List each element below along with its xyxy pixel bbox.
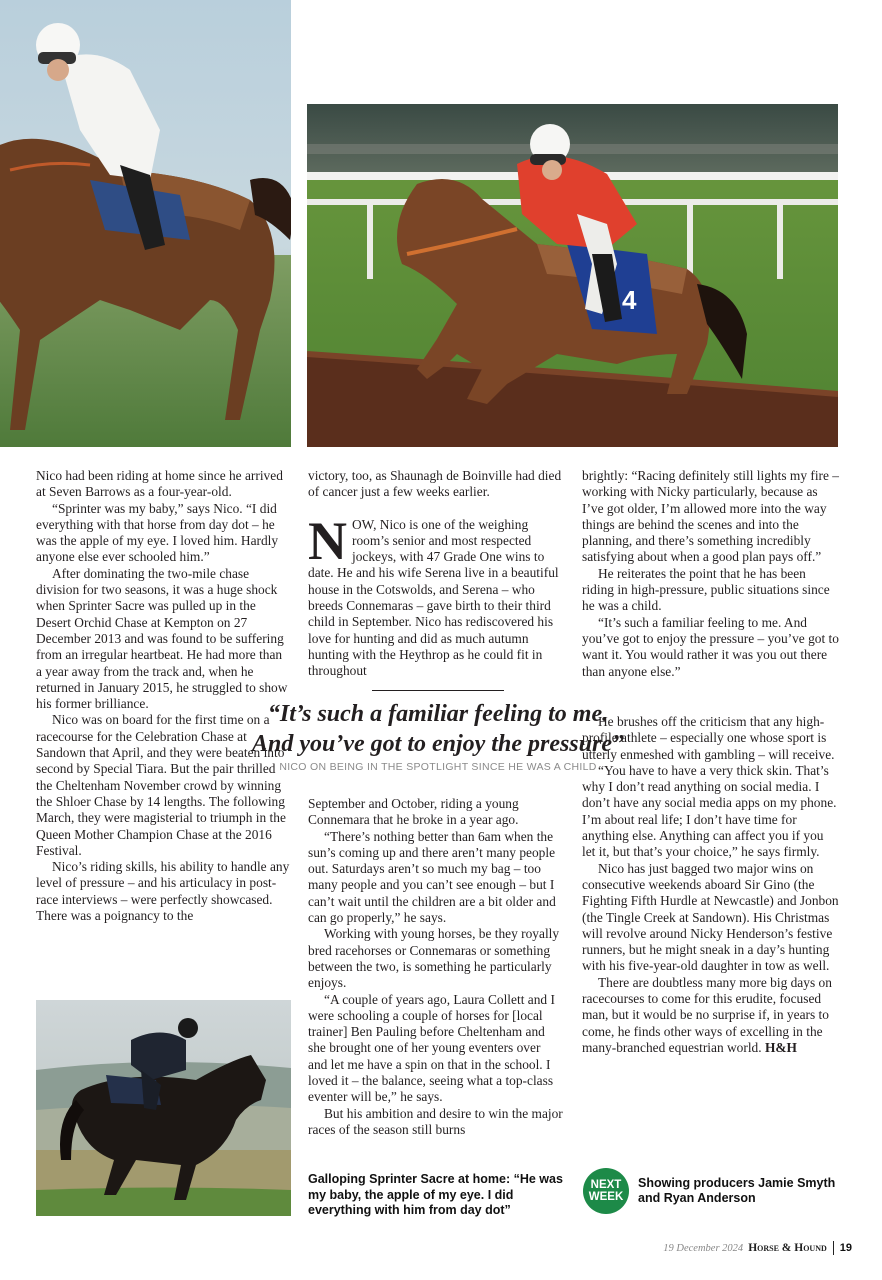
paragraph: He brushes off the criticism that any high-profile athlete – especially one whose sport is utterly enmeshed with gambling – will receive. xyxy=(582,714,835,762)
paragraph: Nico has just bagged two major wins on consecutive weekends aboard Sir Gino (the Fighting Fifth Hurdle at Newcastle) and Jonbon (the Tingle Creek at Sandown). His Christmas will revolve around Nicky Henderson’s festive runners, but he might sneak in a day’s hunting with his five-year-old daughter in tow as well. xyxy=(582,860,839,974)
article-column-2 xyxy=(308,468,563,680)
paragraph: “A couple of years ago, Laura Collett and I were schooling a couple of horses for [local trainer] Ben Pauling before Cheltenham and she brought one of her young eventers over and let me have a spin on that in the school. I loved it – the balance, seeing what a top-class eventer will be,” he says. xyxy=(308,991,555,1105)
footer-divider xyxy=(833,1241,834,1255)
pull-quote xyxy=(222,690,654,773)
paragraph: After dominating the two-mile chase division for two seasons, it was a huge shock when Sprinter Sacre was pulled up in the Desert Orchid Chase at Kempton on 27 December 2013 and was found to be suffering from an irregular heartbeat. He had more than a year away from the track and, when he returned in January 2015, he struggled to show his former brilliance. xyxy=(36,565,288,712)
paragraph: Nico’s riding skills, his ability to handle any level of pressure – and his articulacy in post-race interviews – were perfectly showcased. There was a poignancy to the xyxy=(36,859,290,924)
magazine-name: Horse & Hound xyxy=(748,1242,827,1254)
paragraph: Working with young horses, be they royally bred racehorses or Connemaras or something between the two, is something he particularly enjoys. xyxy=(308,926,560,991)
next-week-text: Showing producers Jamie Smyth and Ryan Anderson xyxy=(638,1176,836,1205)
paragraph xyxy=(582,975,840,1056)
article-column-3 xyxy=(582,468,840,680)
paragraph: “There’s nothing better than 6am when the sun’s coming up and there aren’t many people out. Saturdays aren’t so much my bag – too many people and you can’t see enough – but I can’t wait until the children are a bit older and can go properly,” he says. xyxy=(308,828,556,926)
badge-line: WEEK xyxy=(588,1191,624,1203)
pull-quote-line: And you’ve got to enjoy the pressure” xyxy=(252,731,624,757)
page-footer xyxy=(663,1240,852,1256)
next-week-teaser xyxy=(583,1168,843,1218)
photo-caption: Galloping Sprinter Sacre at home: “He was my baby, the apple of my eye. I did everything with him from day dot” xyxy=(308,1172,563,1217)
paragraph: He reiterates the point that he has been riding in high-pressure, public situations since he was a child. xyxy=(582,565,830,614)
paragraph-dropcap xyxy=(308,510,563,680)
svg-text:4: 4 xyxy=(622,285,637,315)
paragraph: But his ambition and desire to win the major races of the season still burns xyxy=(308,1105,563,1137)
page-number: 19 xyxy=(839,1242,852,1254)
photo-top-right xyxy=(307,104,838,447)
paragraph: September and October, riding a young Connemara that he broke in a year ago. xyxy=(308,796,519,828)
badge-line: NEXT xyxy=(590,1178,622,1191)
pull-quote-line: “It’s such a familiar feeling to me. xyxy=(267,701,609,727)
paragraph-text: OW, Nico is one of the weighing room’s senior and most respected jockeys, with 47 Grade One wins to date. He and his wife Serena live in a beautiful house in the Cotswolds, and Serena – who breeds Connemaras – gave birth to their third child in September. Nico has rediscovered his love for hunting and did as much autumn hunting with the Heythrop as he could fit in throughout xyxy=(308,516,559,679)
photo-top-left xyxy=(0,0,291,447)
paragraph: “You have to have a very thick skin. That’s why I don’t read anything on social media. I don’t have any social media apps on my phone. I’m about real life; I don’t have time for anything else. Anything can affect you if you let it, but that’s your choice,” he says firmly. xyxy=(582,762,837,860)
next-week-badge xyxy=(583,1168,629,1214)
issue-date: 19 December 2024 xyxy=(663,1242,744,1254)
paragraph: Nico was on board for the first time on a racecourse for the Celebration Chase at Sandown that April, and they were beaten into second by Special Tiara. But the pair thrilled the Cheltenham November crowd by winning the Shloer Chase by 14 lengths. The following March, they were magisterial to triumph in the Queen Mother Champion Chase at the 2016 Festival. xyxy=(36,712,286,858)
photo-bottom-left xyxy=(36,1000,291,1216)
article-column-2-lower xyxy=(308,796,563,1138)
pull-quote-credit: NICO ON BEING IN THE SPOTLIGHT SINCE HE WAS A CHILD xyxy=(279,761,597,773)
drop-cap: N xyxy=(308,510,347,571)
paragraph: victory, too, as Shaunagh de Boinville had died of cancer just a few weeks earlier. xyxy=(308,468,562,500)
paragraph: brightly: “Racing definitely still lights my fire – working with Nicky particularly, because as I’ve got older, I’m allowed more into the way things are behind the scenes and into the planning, and there’s something incredibly satisfying about when a good plan pays off.” xyxy=(582,468,839,565)
paragraph-text: There are doubtless many more big days on racecourses to come for this erudite, focused man, but it would be no surprise if, in years to come, he finds other ways of excelling in the many-branched equestrian world. xyxy=(582,974,832,1055)
paragraph: “Sprinter was my baby,” says Nico. “I did everything with that horse from day dot – he was the apple of my eye. I loved him. Hardly anyone else ever schooled him.” xyxy=(36,500,279,565)
paragraph: Nico had been riding at home since he arrived at Seven Barrows as a four-year-old. xyxy=(36,468,283,500)
sign-off: H&H xyxy=(764,1039,797,1055)
pull-quote-rule xyxy=(372,690,504,691)
paragraph: “It’s such a familiar feeling to me. And you’ve got to enjoy the pressure – you’ve got to want it. You would rather it was you out there than anyone else.” xyxy=(582,614,839,679)
